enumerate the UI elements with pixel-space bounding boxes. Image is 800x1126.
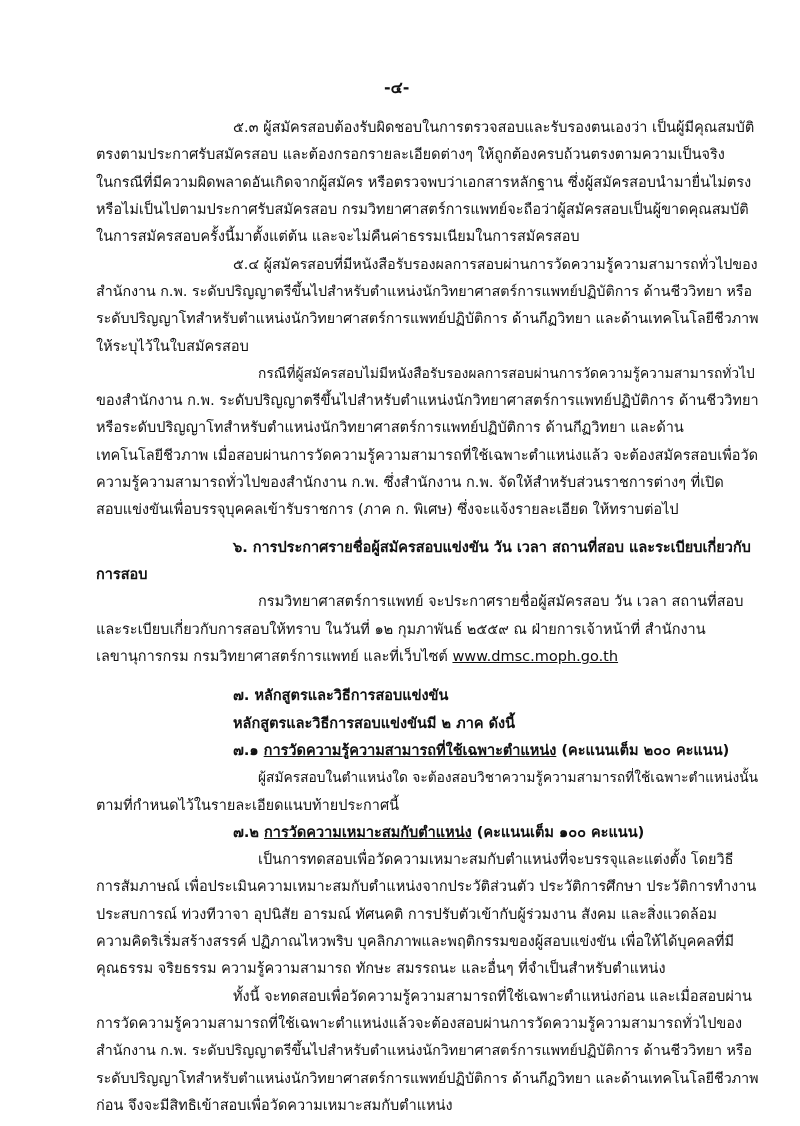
s53-line-4: หรือไม่เป็นไปตามประกาศรับสมัครสอบ กรมวิทยาศาสตร์การแพทย์จะถือว่าผู้สมัครสอบเป็นผู้ขาดคุณสมบัติ — [96, 202, 749, 218]
s53-line-3: ในกรณีที่มีความผิดพลาดอันเกิดจากผู้สมัคร หรือตรวจพบว่าเอกสารหลักฐาน ซึ่งผู้สมัครสอบนำมายื่นไม่ตรง — [96, 175, 752, 191]
s6-line-1: กรมวิทยาศาสตร์การแพทย์ จะประกาศรายชื่อผู้สมัครสอบ วัน เวลา สถานที่สอบ — [258, 594, 744, 610]
s54b-line-3: หรือระดับปริญญาโทสำหรับตำแหน่งนักวิทยาศาสตร์การแพทย์ปฏิบัติการ ด้านกีฏวิทยา และด้าน — [96, 420, 684, 436]
s72-heading — [233, 823, 644, 843]
s7-intro: หลักสูตรและวิธีการสอบแข่งขันมี ๒ ภาค ดังนี้ — [233, 716, 515, 732]
s54-line-2: สำนักงาน ก.พ. ระดับปริญญาตรีขึ้นไปสำหรับตำแหน่งนักวิทยาศาสตร์การแพทย์ปฏิบัติการ ด้านชีววิทยา หรือ — [96, 284, 753, 300]
s53-line-2: ตรงตามประกาศรับสมัครสอบ และต้องกรอกรายละเอียดต่างๆ ให้ถูกต้องครบถ้วนตรงตามความเป็นจริง — [96, 147, 725, 163]
s72-score: (คะแนนเต็ม ๑๐๐ คะแนน) — [471, 825, 645, 841]
section-7-heading: ๗. หลักสูตรและวิธีการสอบแข่งขัน — [233, 688, 449, 704]
section-6-heading-cont: การสอบ — [96, 567, 148, 583]
closing-line-1: ทั้งนี้ จะทดสอบเพื่อวัดความรู้ความสามารถที่ใช้เฉพาะตำแหน่งก่อน และเมื่อสอบผ่าน — [233, 989, 752, 1005]
s72-title: การวัดความเหมาะสมกับตำแหน่ง — [264, 825, 472, 841]
s54b-line-6: สอบแข่งขันเพื่อบรรจุบุคคลเข้ารับราชการ (ภาค ก. พิเศษ) ซึ่งจะแจ้งรายละเอียด ให้ทราบต่อไป — [96, 502, 679, 518]
website-link[interactable]: www.dmsc.moph.go.th — [452, 649, 619, 665]
s71-title: การวัดความรู้ความสามารถที่ใช้เฉพาะตำแหน่ง — [263, 743, 557, 759]
s54-line-1: ๕.๔ ผู้สมัครสอบที่มีหนังสือรับรองผลการสอบผ่านการวัดความรู้ความสามารถทั่วไปของ — [233, 257, 758, 273]
closing-line-5: ก่อน จึงจะมีสิทธิเข้าสอบเพื่อวัดความเหมาะสมกับตำแหน่ง — [96, 1098, 453, 1114]
s72-line-2: การสัมภาษณ์ เพื่อประเมินความเหมาะสมกับตำแหน่งจากประวัติส่วนตัว ประวัติการศึกษา ประวัติการทำงาน — [96, 879, 757, 895]
closing-line-4: ระดับปริญญาโทสำหรับตำแหน่งนักวิทยาศาสตร์การแพทย์ปฏิบัติการ ด้านกีฏวิทยา และด้านเทคโนโลยีชีวภาพ — [96, 1071, 759, 1087]
s54-line-3: ระดับปริญญาโทสำหรับตำแหน่งนักวิทยาศาสตร์การแพทย์ปฏิบัติการ ด้านกีฏวิทยา และด้านเทคโนโลยีชีวภาพ — [96, 311, 759, 327]
s6-line-3-text: เลขานุการกรม กรมวิทยาศาสตร์การแพทย์ และที่เว็บไซต์ — [96, 649, 453, 665]
s72-line-4: ความคิดริเริ่มสร้างสรรค์ ปฏิภาณไหวพริบ บุคลิกภาพและพฤติกรรมของผู้สอบแข่งขัน เพื่อให้ได้บุคคลที่มี — [96, 934, 735, 950]
closing-line-3: สำนักงาน ก.พ. ระดับปริญญาตรีขึ้นไปสำหรับตำแหน่งนักวิทยาศาสตร์การแพทย์ปฏิบัติการ ด้านชีววิทยา หรือ — [96, 1043, 753, 1059]
s71-heading — [233, 741, 729, 761]
s53-line-5: ในการสมัครสอบครั้งนี้มาตั้งแต่ต้น และจะไม่คืนค่าธรรมเนียมในการสมัครสอบ — [96, 229, 580, 245]
s6-line-3 — [96, 647, 618, 667]
section-6-heading: ๖. การประกาศรายชื่อผู้สมัครสอบแข่งขัน วัน เวลา สถานที่สอบ และระเบียบเกี่ยวกับ — [233, 540, 751, 556]
s71-line-1: ผู้สมัครสอบในตำแหน่งใด จะต้องสอบวิชาความรู้ความสามารถที่ใช้เฉพาะตำแหน่งนั้น — [258, 770, 759, 786]
s72-line-5: คุณธรรม จริยธรรม ความรู้ความสามารถ ทักษะ สมรรถนะ และอื่นๆ ที่จำเป็นสำหรับตำแหน่ง — [96, 961, 666, 977]
s54b-line-1: กรณีที่ผู้สมัครสอบไม่มีหนังสือรับรองผลการสอบผ่านการวัดความรู้ความสามารถทั่วไป — [258, 366, 755, 382]
page-number: -๔- — [384, 78, 410, 97]
s72-number: ๗.๒ — [233, 825, 265, 841]
s72-line-3: ประสบการณ์ ท่วงทีวาจา อุปนิสัย อารมณ์ ทัศนคติ การปรับตัวเข้ากับผู้ร่วมงาน สังคม และสิ่งแวดล้อม — [96, 907, 717, 923]
s54-line-4: ให้ระบุไว้ในใบสมัครสอบ — [96, 339, 249, 355]
s53-line-1: ๕.๓ ผู้สมัครสอบต้องรับผิดชอบในการตรวจสอบและรับรองตนเองว่า เป็นผู้มีคุณสมบัติ — [233, 120, 755, 136]
s72-line-1: เป็นการทดสอบเพื่อวัดความเหมาะสมกับตำแหน่งที่จะบรรจุและแต่งตั้ง โดยวิธี — [258, 852, 734, 868]
s6-line-2: และระเบียบเกี่ยวกับการสอบให้ทราบ ในวันที่ ๑๒ กุมภาพันธ์ ๒๕๕๙ ณ ฝ่ายการเจ้าหน้าที่ สำนักงาน — [96, 622, 706, 638]
s71-number: ๗.๑ — [233, 743, 264, 759]
s71-line-2: ตามที่กำหนดไว้ในรายละเอียดแนบท้ายประกาศนี้ — [96, 798, 400, 814]
s54b-line-5: ความรู้ความสามารถทั่วไปของสำนักงาน ก.พ. ซึ่งสำนักงาน ก.พ. จัดให้สำหรับส่วนราชการต่างๆ ที่เปิด — [96, 475, 724, 491]
closing-line-2: การวัดความรู้ความสามารถที่ใช้เฉพาะตำแหน่งแล้วจะต้องสอบผ่านการวัดความรู้ความสามารถทั่วไปของ — [96, 1016, 743, 1032]
s54b-line-2: ของสำนักงาน ก.พ. ระดับปริญญาตรีขึ้นไปสำหรับตำแหน่งนักวิทยาศาสตร์การแพทย์ปฏิบัติการ ด้านชีววิทยา — [96, 393, 759, 409]
s54b-line-4: เทคโนโลยีชีวภาพ เมื่อสอบผ่านการวัดความรู้ความสามารถที่ใช้เฉพาะตำแหน่งแล้ว จะต้องสมัครสอบเพื่อวัด — [96, 448, 759, 464]
s71-score: (คะแนนเต็ม ๒๐๐ คะแนน) — [556, 743, 730, 759]
